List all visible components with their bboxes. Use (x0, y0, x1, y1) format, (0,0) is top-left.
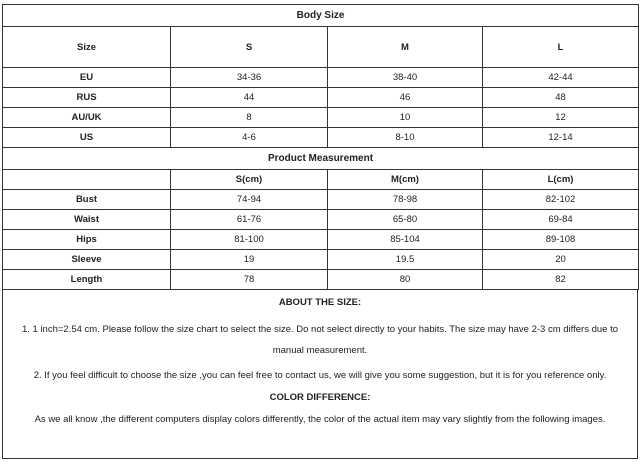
row-label: Length (3, 270, 171, 290)
size-chart (2, 4, 638, 459)
body-size-title-row (3, 5, 639, 27)
size-header-row (3, 27, 639, 68)
measurement-header-cell (3, 170, 171, 190)
table-row (3, 270, 639, 290)
row-label: Waist (3, 210, 171, 230)
row-label: US (3, 128, 171, 148)
table-cell: 8-10 (328, 128, 483, 148)
table-cell: 44 (171, 88, 328, 108)
size-header-cell: M (328, 27, 483, 68)
color-difference-text: As we all know ,the different computers display colors differently, the color of the actual item may vary slightly from the following images. (34, 414, 606, 425)
table-cell: 38-40 (328, 68, 483, 88)
row-label: RUS (3, 88, 171, 108)
table-row (3, 68, 639, 88)
table-row (3, 230, 639, 250)
table-row (3, 128, 639, 148)
table-cell: 78-98 (328, 190, 483, 210)
table-cell: 46 (328, 88, 483, 108)
table-cell: 82-102 (483, 190, 639, 210)
table-row (3, 190, 639, 210)
table-cell: 42-44 (483, 68, 639, 88)
about-size-note-2: 2. If you feel difficult to choose the size ,you can feel free to contact us, we will give you some suggestion, but it is for you reference only. (33, 370, 607, 381)
size-header-cell: Size (3, 27, 171, 68)
table-cell: 74-94 (171, 190, 328, 210)
measurement-header-cell: S(cm) (171, 170, 328, 190)
size-header-cell: L (483, 27, 639, 68)
table-cell: 81-100 (171, 230, 328, 250)
table-cell: 19 (171, 250, 328, 270)
measurement-header-cell: L(cm) (483, 170, 639, 190)
row-label: Hips (3, 230, 171, 250)
product-measurement-title: Product Measurement (3, 148, 639, 170)
measurement-header-cell: M(cm) (328, 170, 483, 190)
table-cell: 19.5 (328, 250, 483, 270)
table-cell: 82 (483, 270, 639, 290)
table-cell: 4-6 (171, 128, 328, 148)
table-cell: 61-76 (171, 210, 328, 230)
row-label: AU/UK (3, 108, 171, 128)
table-cell: 69-84 (483, 210, 639, 230)
table-cell: 34-36 (171, 68, 328, 88)
table-cell: 80 (328, 270, 483, 290)
table-cell: 12-14 (483, 128, 639, 148)
row-label: EU (3, 68, 171, 88)
table-row (3, 250, 639, 270)
body-size-title: Body Size (3, 5, 639, 27)
about-size-note-1: 1. 1 inch=2.54 cm. Please follow the size chart to select the size. Do not select directly to your habits. The size may have 2-3 cm differs due to manual measurement. (21, 324, 619, 356)
size-table (2, 4, 639, 290)
row-label: Bust (3, 190, 171, 210)
table-cell: 65-80 (328, 210, 483, 230)
table-row (3, 88, 639, 108)
product-measurement-title-row (3, 148, 639, 170)
table-row (3, 108, 639, 128)
size-header-cell: S (171, 27, 328, 68)
row-label: Sleeve (3, 250, 171, 270)
table-row (3, 210, 639, 230)
color-difference-heading: COLOR DIFFERENCE: (269, 392, 371, 403)
table-cell: 20 (483, 250, 639, 270)
table-cell: 48 (483, 88, 639, 108)
table-cell: 85-104 (328, 230, 483, 250)
table-cell: 78 (171, 270, 328, 290)
about-size-heading: ABOUT THE SIZE: (278, 297, 362, 308)
table-cell: 8 (171, 108, 328, 128)
table-cell: 12 (483, 108, 639, 128)
table-cell: 10 (328, 108, 483, 128)
size-notes (2, 290, 638, 459)
measurement-header-row (3, 170, 639, 190)
table-cell: 89-108 (483, 230, 639, 250)
